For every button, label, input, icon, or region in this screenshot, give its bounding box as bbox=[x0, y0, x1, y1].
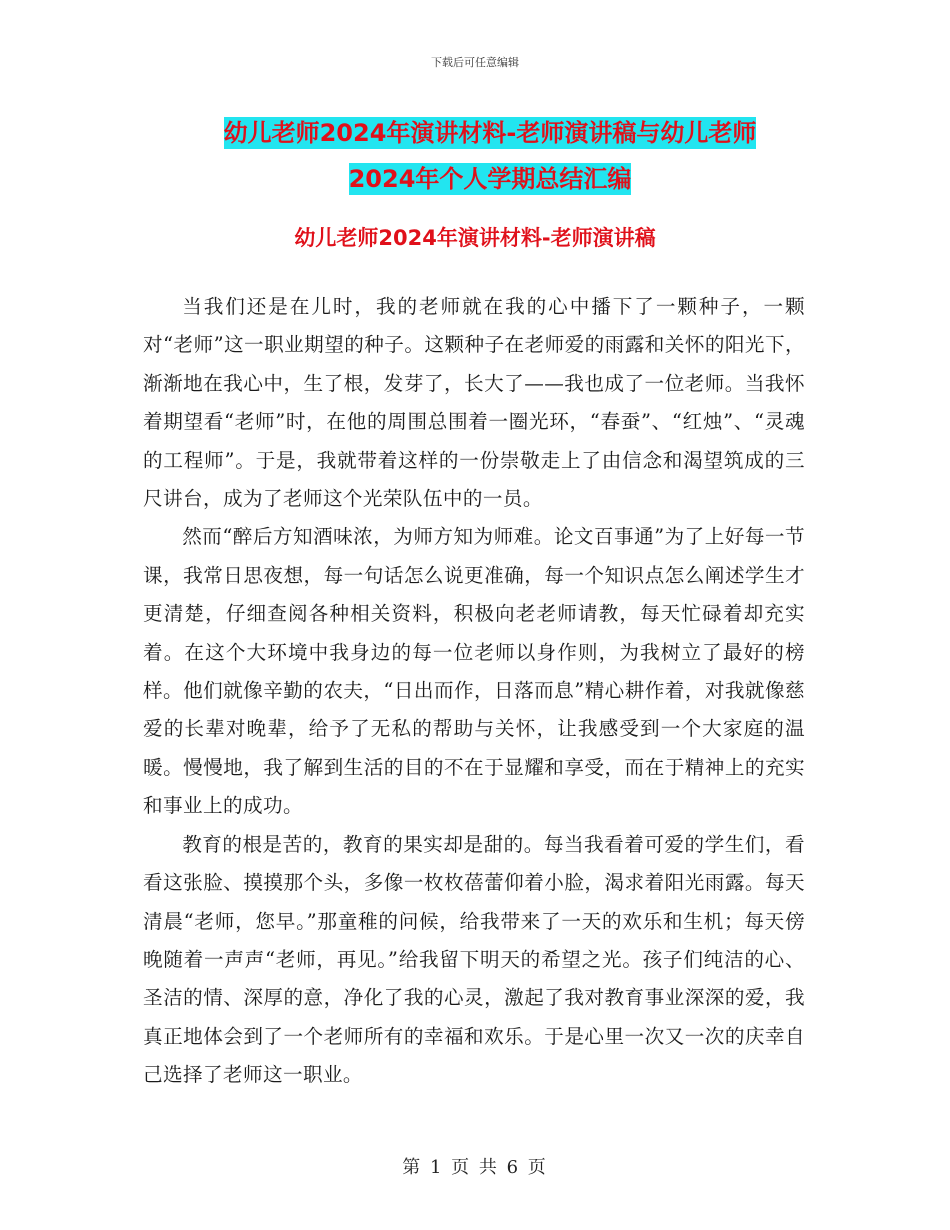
title-line-1: 幼儿老师2024年演讲材料-老师演讲稿与幼儿老师 bbox=[223, 119, 757, 147]
body-text bbox=[143, 288, 805, 1095]
paragraph: 然而“醉后方知酒味浓，为师方知为师难。论文百事通”为了上好每一节课，我常日思夜想，每一句话怎么说更准确，每一个知识点怎么阐述学生才更清楚，仔细查阅各种相关资料，积极向老老师请教，每天忙碌着却充实着。在这个大环境中我身边的每一位老师以身作则，为我树立了最好的榜样。他们就像辛勤的农夫，“日出而作，日落而息”精心耕作着，对我就像慈爱的长辈对晚辈，给予了无私的帮助与关怀，让我感受到一个大家庭的温暖。慢慢地，我了解到生活的目的不在于显耀和享受，而在于精神上的充实和事业上的成功。 bbox=[143, 525, 805, 818]
paragraph: 当我们还是在儿时，我的老师就在我的心中播下了一颗种子，一颗对“老师”这一职业期望的种子。这颗种子在老师爱的雨露和关怀的阳光下，渐渐地在我心中，生了根，发芽了，长大了——我也成了一位老师。当我怀着期望看“老师”时，在他的周围总围着一圈光环，“春蚕”、“红烛”、“灵魂的工程师”。于是，我就带着这样的一份崇敬走上了由信念和渴望筑成的三尺讲台，成为了老师这个光荣队伍中的一员。 bbox=[143, 295, 805, 511]
document-title bbox=[140, 110, 840, 202]
header-note: 下载后可任意编辑 bbox=[431, 56, 519, 69]
title-line-2: 2024年个人学期总结汇编 bbox=[348, 165, 632, 193]
section-heading: 幼儿老师2024年演讲材料-老师演讲稿 bbox=[294, 226, 656, 250]
page-number: 第 1 页 共 6 页 bbox=[402, 1157, 548, 1178]
paragraph: 教育的根是苦的，教育的果实却是甜的。每当我看着可爱的学生们，看看这张脸、摸摸那个头，多像一枚枚蓓蕾仰着小脸，渴求着阳光雨露。每天清晨“老师，您早。”那童稚的问候，给我带来了一天的欢乐和生机；每天傍晚随着一声声“老师，再见。”给我留下明天的希望之光。孩子们纯洁的心、圣洁的情、深厚的意，净化了我的心灵，激起了我对教育事业深深的爱，我真正地体会到了一个老师所有的幸福和欢乐。于是心里一次又一次的庆幸自己选择了老师这一职业。 bbox=[143, 832, 805, 1087]
